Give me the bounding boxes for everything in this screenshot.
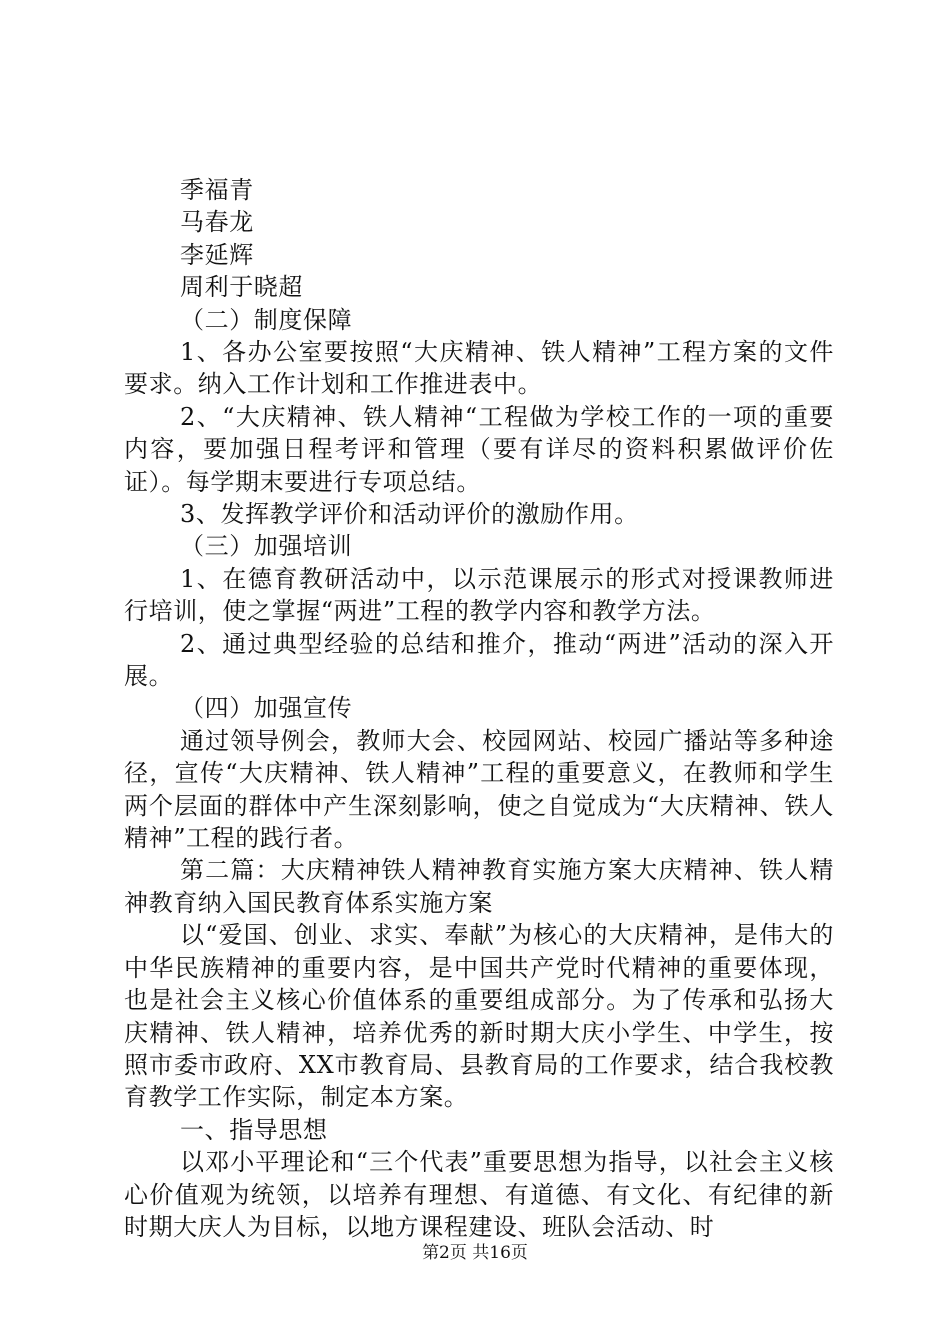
section-heading: （二）制度保障	[180, 305, 353, 334]
section-heading: 一、指导思想	[180, 1115, 328, 1144]
page-footer: 第2页 共16页	[422, 1243, 528, 1263]
member-name: 马春龙	[180, 208, 254, 237]
paragraph: 3、发挥教学评价和活动评价的激励作用。	[180, 500, 639, 528]
paragraph: 1、在德育教研活动中，以示范课展示的形式对授课教师进行培训，使之掌握“两进”工程的教学内容和教学方法。	[124, 564, 834, 626]
member-name: 周利于晓超	[180, 273, 303, 302]
paragraph: 以邓小平理论和“三个代表”重要思想为指导，以社会主义核心价值观为统领，以培养有理想、有道德、有文化、有纪律的新时期大庆人为目标，以地方课程建设、班队会活动、时	[124, 1148, 834, 1241]
paragraph: 2、“大庆精神、铁人精神“工程做为学校工作的一项的重要内容，要加强日程考评和管理（要有详尽的资料积累做评价佐证）。每学期末要进行专项总结。	[124, 402, 834, 496]
section-heading: （三）加强培训	[180, 532, 353, 561]
paragraph: 通过领导例会，教师大会、校园网站、校园广播站等多种途径，宣传“大庆精神、铁人精神”工程的重要意义，在教师和学生两个层面的群体中产生深刻影响，使之自觉成为“大庆精神、铁人精神”工程的践行者。	[124, 726, 834, 853]
member-name: 李延辉	[180, 240, 254, 269]
paragraph: 1、各办公室要按照“大庆精神、铁人精神”工程方案的文件要求。纳入工作计划和工作推进表中。	[124, 337, 834, 399]
section-heading: （四）加强宣传	[180, 694, 353, 723]
paragraph: 以“爱国、创业、求实、奉献”为核心的大庆精神，是伟大的中华民族精神的重要内容，是中国共产党时代精神的重要体现，也是社会主义核心价值体系的重要组成部分。为了传承和弘扬大庆精神、铁人精神，培养优秀的新时期大庆小学生、中学生，按照市委市政府、XX市教育局、县教育局的工作要求，结合我校教育教学工作实际，制定本方案。	[124, 921, 834, 1112]
member-name: 季福青	[180, 176, 254, 204]
part-title: 第二篇：大庆精神铁人精神教育实施方案大庆精神、铁人精神教育纳入国民教育体系实施方案	[124, 856, 834, 917]
document-body	[124, 174, 834, 1243]
paragraph: 2、通过典型经验的总结和推介，推动“两进”活动的深入开展。	[124, 629, 834, 691]
